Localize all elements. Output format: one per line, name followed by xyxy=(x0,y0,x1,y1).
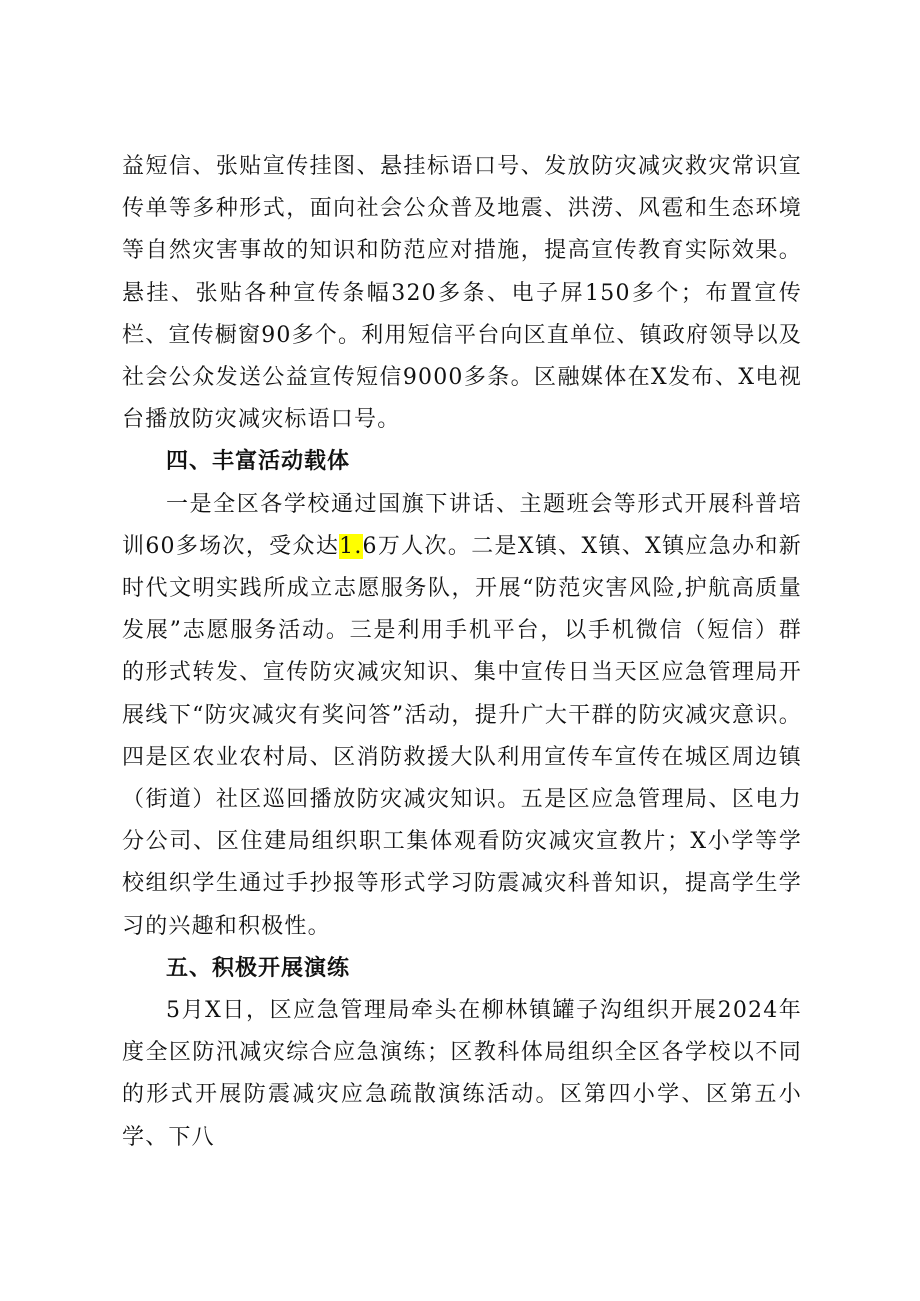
document-body xyxy=(122,146,802,1159)
paragraph-drills: 5月X日，区应急管理局牵头在柳林镇罐子沟组织开展2024年度全区防汛减灾综合应急演练；区教科体局组织全区各学校以不同的形式开展防震减灾应急疏散演练活动。区第四小学、区第五小学、下八 xyxy=(122,998,802,1150)
section-heading-5: 五、积极开展演练 xyxy=(166,955,351,981)
section-heading-4: 四、丰富活动载体 xyxy=(166,449,351,475)
paragraph-activities xyxy=(122,484,802,948)
highlighted-text: 1. xyxy=(339,533,363,559)
paragraph-activities-part1: 一是全区各学校通过国旗下讲话、主题班会等形式开展科普培训60多场次，受众达 xyxy=(122,491,802,559)
paragraph-activities-part2: 6万人次。二是X镇、X镇、X镇应急办和新时代文明实践所成立志愿服务队，开展“防范灾害风险,护航高质量发展”志愿服务活动。三是利用手机平台，以手机微信（短信）群的形式转发、宣传防灾减灾知识、集中宣传日当天区应急管理局开展线下“防灾减灾有奖问答”活动，提升广大干群的防灾减灾意识。四是区农业农村局、区消防救援大队利用宣传车宣传在城区周边镇（街道）社区巡回播放防灾减灾知识。五是区应急管理局、区电力分公司、区住建局组织职工集体观看防灾减灾宣教片；X小学等学校组织学生通过手抄报等形式学习防震减灾科普知识，提高学生学习的兴趣和积极性。 xyxy=(122,533,802,939)
paragraph-publicity: 益短信、张贴宣传挂图、悬挂标语口号、发放防灾减灾救灾常识宣传单等多种形式，面向社会公众普及地震、洪涝、风雹和生态环境等自然灾害事故的知识和防范应对措施，提高宣传教育实际效果。悬挂、张贴各种宣传条幅320多条、电子屏150多个；布置宣传栏、宣传橱窗90多个。利用短信平台向区直单位、镇政府领导以及社会公众发送公益宣传短信9000多条。区融媒体在X发布、X电视台播放防灾减灾标语口号。 xyxy=(122,154,802,433)
